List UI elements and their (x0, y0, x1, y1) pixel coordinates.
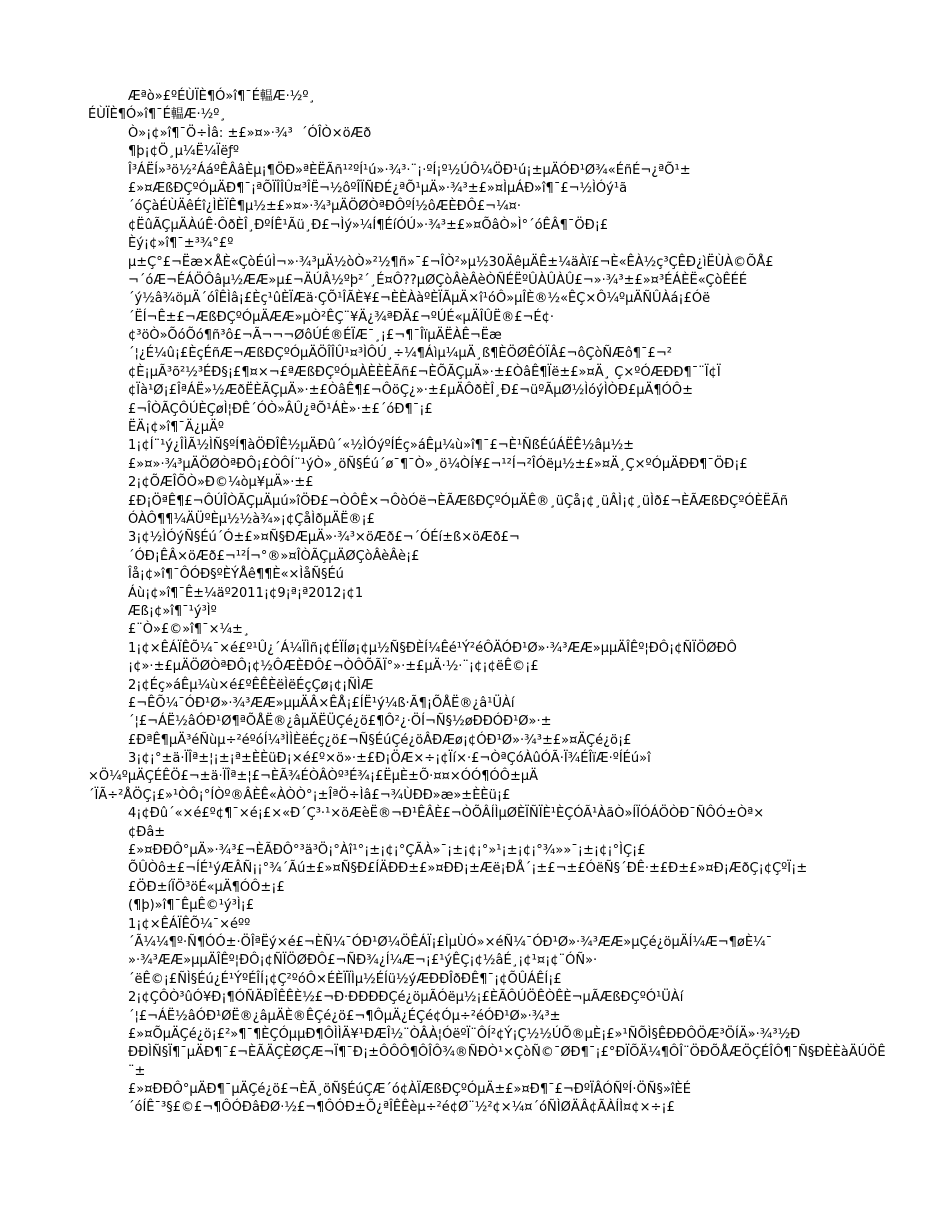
text-line: £¬ÎÒÃÇÔÚÈÇøÌ¦ÐÊ´ÓÒ»ÂÛ¿ªÕ¹ÁÈ»·±£´óÐ¶¯¡£ (128, 401, 433, 417)
text-line: 1¡¢×ÊÁÏÊÕ¼¯×éºº (128, 916, 251, 932)
text-line: ¢È¡µÃ³õ²½³ÉÐ§¡£¶¤×¬£ªÆßÐÇºÓµÀÈÈÈÃñ£¬ÈÕÃÇµÄ»·±£ÒâÊ¶Ïë±£»¤Ä¸ Ç×ºÓÆÐÐ¶¯¨Ï¢Ï (128, 364, 721, 380)
text-line: ¶þ¡¢Ö¸µ¼Ë¼Ïëƒº (128, 144, 239, 160)
text-line: £»¤ÐÐÔ°µÄ»·¾³£¬ÈÃÐÔ°³ä³Ö¡°Àî¹°¡±¡¢¡°ÇÃÀ»¯¡±¡¢¡°»¹¡±¡¢¡°¾»»¯¡±¡¢¡°ÌÇ¡£ (128, 843, 646, 859)
text-line: ¢ËûÃÇµÄÀúÊ·ÔðÈÎ¸ÐºÍÊ¹Ãü¸Ð£¬Ìý»¼Í¶ÉíÓÚ»·¾³±£»¤ÕâÒ»Ì°´óÊÂ¶¯ÖÐ¡£ (128, 217, 609, 233)
text-line: 1¡¢Í¨¹ý¿ÎÌÃ½ÌÑ§ºÍ¶àÖÐÎÊ½µÄÐû´«½ÌÓýºÍÉç»áÊµ¼ù»î¶¯£¬È¹ÑßÉúÁËÊ½âµ½± (128, 438, 635, 454)
text-line: £¬ÊÕ¼¯ÓÐ¹Ø»·¾³ÆÆ»µµÄÂ×ÊÅ¡£ÍË¹ý¼ß·Ã¶¡ÕÅË®¿â¹ÜÀí (128, 695, 515, 711)
text-line: Èý¡¢»î¶¯±³¾°£º (128, 236, 234, 252)
text-line: ¬´óÆ¬ÉÁÖÔâµ½ÆÆ»µ£¬ÄÚÂ½ºþ²´¸É¤Ô??µØÇòÂèÂèÒÑÉËºÛÀÛÀÛ£¬»·¾³±£»¤³ÉÁÈË«ÇòÊÉÉ (128, 272, 748, 288)
text-line: ¢³öÒ»ÕóÕó¶ñ³ô£¬Ã¬¬¬ØôÚÉ®ÉÏÆ¯¸¡£¬¶¯ÎïµÄËÀÊ¬Ëæ (128, 328, 502, 344)
text-line: ÐÐÌÑ§Ï¶¯µÄÐ¶¯£¬ÈÃÄÇÈØÇÆ¬Ï¶¯Ð¡±ÔÔÔ¶ÔÎÔ¾®ÑÐÒ¹×ÇòÑ©¯ØÐ¶¯¡£°ÐÏÕÄ¼¶ÔÎ¨ÖÐÕÅÆÖÇÉÎÔ¶¯Ñ§ÐÈÈàÄÚÖÊ (128, 1045, 886, 1061)
text-line: ×Ö¼ºµÄÇÉÊÖ£¬±ä·ÏÎª±¦£¬ÈÃ¾ÉÒÂÒº³É¾¡£ËµÈ±Õ·¤¤×ÓÓ¶ÓÔ±µÄ (88, 769, 539, 785)
text-line: ´óÇàÉÙÄêÉî¿ÌÈÏÊ¶µ½±£»¤»·¾³µÄÖØÒªÐÔºÍ½ôÆÈÐÔ£¬¼¤· (128, 199, 522, 215)
document-body (0, 88, 950, 1118)
text-line: 1¡¢×ÊÁÏÊÕ¼¯×é£º¹Û¿´Á¼ÏÌñ¡¢ÉÏÍø¡¢µ½Ñ§ÐÈÍ¼Êé¹Ý²éÔÄÓÐ¹Ø»·¾³ÆÆ»µµÄÎÊº¦ÐÔ¡¢ÑÏÖØÐÔ (128, 640, 737, 656)
text-line: 3¡¢½ÌÓýÑ§Éú´Ó±£»¤Ñ§ÐÆµÄ»·¾³×öÆð£¬´ÓÉí±ß×öÆð£¬ (128, 530, 520, 546)
text-line: £ÐªÊ¶µÄ³éÑùµ÷²éºóÍ¼³ÌÌÈëÉç¿ö£¬Ñ§ÉúÇé¿öÂÐÆø¡¢ÓÐ¹Ø»·¾³±£»¤ÄÇé¿ö¡£ (128, 732, 632, 748)
text-line: Æªò»£ºÉÙÏÈ¶Ó»î¶¯É輼Æ·½º¸ (128, 89, 315, 104)
text-line: 2¡¢Éç»áÊµ¼ù×é£ºÊÊÈëÌëÉçÇø¡¢¡ÑÌÆ (128, 677, 374, 693)
text-line: ÉÙÏÈ¶Ó»î¶¯É輼Æ·½º¸ (88, 107, 226, 123)
text-line: ´ëÊ©¡£ÑÌ§Éú¿É¹ÝºÉÎÍ¡¢Ç²ºóÔ×ÉÈÏÏÌµ½ÉÍü½ýÆÐÐÎðÐÊ¶¯¡¢ÕÛÁÊÍ¡£ (128, 971, 562, 987)
text-line: ´¦£¬ÁË½âÓÐ¹ØË®¿âµÄÈ®ÊÇé¿ö£¬¶ÔµÄ¿ÉÇé¢Óµ÷²éÓÐ¹Ø»·¾³± (128, 1008, 561, 1024)
text-line: ´¦£¬ÁË½âÓÐ¹Ø¶ªÕÅË®¿âµÄËÜÇé¿ö£¶Ô²¿·ÖÍ¬Ñ§½øÐÐÓÐ¹Ø»·± (128, 714, 552, 730)
text-line: ´ÓÐ¡ÊÂ×öÆð£¬¹²Í¬°®»¤ÎÒÃÇµÄØÇòÂèÂè¡£ (128, 548, 420, 564)
text-line: Îå¡¢»î¶¯ÔÓÐ§ºÈÝÅê¶¶È«×ÌåÑ§Éú (128, 567, 344, 583)
text-line: Ò»¡¢»î¶¯Ö÷Ìâ: ±£»¤»·¾³ ´ÓÎÒ×öÆð (128, 125, 372, 141)
text-line: ¡¢»·±£µÄÖØÒªÐÔ¡¢½ÔÆÈÐÔ£¬ÒÔÕÃÏ°»·±£µÄ·½·¨¡¢¡¢ëÊ©¡£ (128, 659, 539, 675)
text-line: ¢Ïà¹Ø¡£ÎªÁË»½ÆðËÈÃÇµÄ»·±£ÒâÊ¶£¬ÔöÇ¿»·±£µÄÔðÈÎ¸Ð£¬üºÃµØ½ÌóýÌÒÐ£µÄ¶ÓÔ± (128, 383, 694, 399)
text-line: »·¾³ÆÆ»µµÄÎÊº¦ÐÔ¡¢ÑÏÖØÐÔ£¬ÑÐ¾¿Í¼Æ¬¡£¹ýÊÇ¡¢½âÉ¸¡¢¹¤¡¢¨ÓÑ»· (128, 953, 598, 969)
text-line: £ÖÐ±íÏÖ³öÉ«µÄ¶ÓÔ±¡£ (128, 879, 285, 895)
text-line: Î³ÁËÍ»³ö½²ÁáºÊÂâÈµ¡¶ÖÐ»ªÈËÃñ¹²ºÍ¹ú»·¾³·¨¡·ºÍ¡º½ÚÔ¼ÖÐ¹ú¡±µÄÓÐ¹Ø¾«ÉñÉ¬¿ªÕ¹± (128, 162, 691, 178)
text-line: µ±Ç°£¬Ëæ×ÅÈ«ÇòÉúÌ¬»·¾³µÄ½òÒ»²½¶ñ»¯£¬ÎÒ²»µ½30ÄêµÄÊ±¼äÀï£¬È«ÊÀ½ç³ÇÊÐ¿ìËÙÀ©ÕÅ£ (128, 254, 774, 270)
text-line: ¢Ðâ± (128, 824, 166, 840)
text-line: 4¡¢Ðû´«×é£º¢¶¯×é¡£×«Ð´Ç³·¹×öÆèË®¬Ð¹ÊÂÈ£¬ÒÕÂÍÌµØÈÏÑÏÈ¹ÈÇÓÃ¹ÀãÒ»ÍÏÓÁÖÒÐ¯ÑÔÓ±Òª× (128, 806, 765, 822)
text-line: ÕÛÒô±£¬ÍÉ¹ýÆÂÑ¡¡°¾´Ãú±£»¤Ñ§Ð£ÍÄÐÐ±£»¤ÐÐ¡±Æë¡ÐÅ´¡±£¬±£ÓëÑ§´ÐÊ·±£Ð±£»¤Ð¡ÆðÇ¡¢ÇºÏ¡± (128, 861, 808, 877)
text-line: £»¤»·¾³µÄÖØÒªÐÔ¡£ÒÔÍ¨¹ýÒ»¸öÑ§Éú´ø¯¶¯Ò»¸ö¼ÒÍ¥£¬¹²Í¬²ÎÓëµ½±£»¤Ä¸Ç×ºÓµÄÐÐ¶¯ÖÐ¡£ (128, 456, 748, 472)
text-line: £»¤ÐÐÔ°µÄÐ¶¯µÄÇé¿ö£¬ÈÃ¸öÑ§ÉúÇÆ´ó¢ÀÏÆßÐÇºÓµÄ±£»¤Ð¶¯£¬ÐºÏÂÓÑºÍ·ÖÑ§»îÈÉ (128, 1082, 691, 1098)
text-line: ¨± (128, 1063, 146, 1079)
text-line: (¶þ)»î¶¯ÊµÊ©¹ý³Ì¡£ (128, 898, 255, 914)
text-line: 2¡¢ÕÆÎÕÒ»Ð©¼òµ¥µÄ»·±£ (128, 475, 314, 491)
text-line: ´ý½â¾öµÄ´óÎÊÌâ¡£Èç¹ûÈÏÆä·ÇÕ¹ÎÃÈ¥£¬ÈÈÀàºÈÏÃµÄ×î¹óÔ»µÎÈ®½«ÊÇ×Ô¼ºµÄÑÛÀá¡£Óë (128, 291, 711, 307)
text-line: ´Ã¼¼¶º·Ñ¶ÓÓ±·ÖÎªËý×é£¬ÈÑ¼¯ÓÐ¹Ø¼ÖÊÁÏ¡£ÌµÙÓ»×éÑ¼¯ÓÐ¹Ø»·¾³ÆÆ»µÇé¿öµÄÍ¼Æ¬¶øÈ¼¯ (128, 934, 773, 950)
text-line: Áù¡¢»î¶¯Ê±¼äº2011¡¢9¡ª¡ª2012¡¢1 (128, 585, 364, 601)
text-line: £Ð¡ÖªÊ¶£¬ÔÚÎÒÃÇµÄµú»îÖÐ£¬ÒÔÊ×¬ÔòÓë¬ÈÃÆßÐÇºÓµÄÊ®¸üÇå¡¢¸üÂÌ¡¢¸üÌð£¬ÈÃÆßÐÇºÓÈËÃñ (128, 493, 789, 509)
text-line: ËÄ¡¢»î¶¯Ä¿µÄº (128, 420, 225, 436)
text-line: ´ÏÃ÷²ÅÖÇ¡£»¹ÒÔ¡°ÍÒº®ÂÈÊ«ÀÒÒ°¡±ÎªÖ÷Ìâ£¬¾ÙÐÐ»æ»±ÈÈü¡£ (88, 787, 511, 803)
text-line: ´¦¿É¼û¡£ÈçÉñÆ¬ÆßÐÇºÓµÄÖÎÎÛ¹¤³ÌÔÚ¸÷¼¶Áìµ¼µÄ¸ß¶ÈÖØÊÓÏÂ£¬ôÇòÑÆô¶¯£¬² (128, 346, 672, 362)
text-line: £»¤ÕµÄÇé¿ö¡£²»¶¯¶ÈÇÓµµÐ¶ÔÌÌÄ¥¹ÐÆÎ½¨ÒÂÀ¦ÓëºÏ¨ÔÍ²¢Ý¡Ç½½ÚÕ®µÈ¡£»¹ÑÕÌ§ÊÐÐÔÖÆ³ÖÍÄ»·¾³½Ð (128, 1026, 801, 1042)
text-line: ÓÀÔ¶¶¼ÄÜºÈµ½½à¾»¡¢ÇåÌðµÄË®¡£ (128, 511, 375, 527)
text-line: £¨Ò»£©»î¶¯×¼±¸ (128, 622, 250, 638)
text-line: 2¡¢ÇÔÒ³ûÓ¥Ð¡¶ÓÑÄÐÎÊÊÈ½£¬Ð·ÐÐÐÐÇé¿öµÃÓëµ½¡£ÈÃÔÚÖÊÒÊÈ¬µÃÆßÐÇºÓ¹ÜÀí (128, 990, 684, 1006)
text-line: ´ËÍ¬Ê±£¬ÆßÐÇºÓµÄÆÆ»µÒ²ÊÇ¨¥Ä¿¾ªÐÄ£¬ºÚÉ«µÄÎÛË®£¬É¢· (128, 309, 555, 325)
text-line: ´óÍÊ¯³§£©£¬¶ÔÓÐâÐØ·½£¬¶ÔÓÐ±Õ¿ªÎÊÊèµ÷²é¢Ø¨½²¢×¼¤´óÑÌØÄÂ¢ÃÀÍÌ¤¢×÷¡£ (128, 1100, 675, 1116)
text-line: £»¤ÆßÐÇºÓµÄÐ¶¯¡ªÕÏÎÎÛ¤³ÎË¬½ôºÎÏÑÐÉ¿ªÕ¹µÄ»·¾³±£»¤ÌµÁÐ»î¶¯£¬½ÌÓý¹ã (128, 180, 628, 196)
text-line: 3¡¢¡°±ä·ÏÎª±¦¡±¡ª±ÈÈüÐ¡×é£º×ö»·±£Ð¡ÖÆ×÷¡¢Ïí×·£¬ÒªÇóÀûÓÃ·Ï¾ÉÎïÆ·ºÍÉú»î (128, 751, 651, 767)
text-line: Æß¡¢»î¶¯¹ý³Ìº (128, 603, 217, 619)
